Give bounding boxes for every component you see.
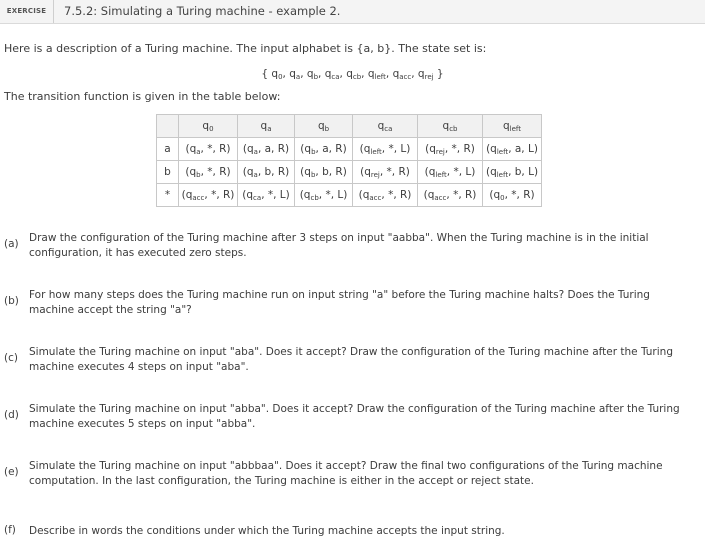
- row-symbol: b: [157, 161, 179, 184]
- transition-cell: ($q_b$, a, R): [295, 138, 353, 161]
- transition-cell: ($q_a$, *, R): [179, 138, 238, 161]
- cell-state: $q_{rej}$: [429, 143, 445, 156]
- cell-state: $q_{acc}$: [185, 189, 205, 202]
- column-state-qleft: $q_{left}$: [502, 120, 521, 133]
- question-text: Describe in words the conditions under which the Turing machine accepts the input string.: [29, 525, 505, 537]
- transition-intro: The transition function is given in the table below:: [4, 90, 281, 103]
- column-header-qa: [238, 115, 295, 138]
- table-row: [157, 138, 542, 161]
- transition-cell: ($q_{cb}$, *, L): [295, 184, 353, 207]
- cell-state: $q_{rej}$: [364, 166, 380, 179]
- transition-cell: ($q_{left}$, *, L): [353, 138, 418, 161]
- transition-cell: ($q_{ca}$, *, L): [238, 184, 295, 207]
- transition-table: [156, 114, 542, 207]
- state-rej: $q_{rej}$: [417, 68, 434, 81]
- cell-state: $q_{left}$: [363, 143, 382, 156]
- state-0: $q_0$: [271, 68, 283, 81]
- intro-text: Here is a description of a Turing machine. The input alphabet is {a, b}. The state set is:: [4, 42, 487, 55]
- column-header-qca: [353, 115, 418, 138]
- cell-state: $q_{left}$: [428, 166, 447, 179]
- question-label: (d): [4, 409, 19, 421]
- exercise-badge: EXERCISE: [0, 0, 54, 23]
- exercise-title: 7.5.2: Simulating a Turing machine - example 2.: [64, 4, 341, 18]
- transition-cell: ($q_b$, *, R): [179, 161, 238, 184]
- column-header-qcb: [418, 115, 483, 138]
- state-acc: $q_{acc}$: [392, 68, 412, 81]
- table-header-row: [157, 115, 542, 138]
- transition-cell: ($q_0$, *, R): [483, 184, 542, 207]
- table-corner: [157, 115, 179, 138]
- cell-state: $q_{cb}$: [303, 189, 319, 202]
- column-header-q0: [179, 115, 238, 138]
- question-text: Simulate the Turing machine on input "aba". Does it accept? Draw the configuration of the Turing machine after the Turing machine executes 4 steps on input "aba".: [29, 346, 673, 373]
- cell-state: $q_{ca}$: [246, 189, 262, 202]
- question-label: (b): [4, 295, 19, 307]
- transition-cell: ($q_{left}$, b, L): [483, 161, 542, 184]
- column-state-qa: $q_a$: [260, 120, 272, 133]
- column-state-q0: $q_0$: [202, 120, 214, 133]
- cell-state: $q_{left}$: [490, 143, 509, 156]
- cell-state: $q_{left}$: [490, 166, 509, 179]
- state-left: $q_{left}$: [367, 68, 386, 81]
- transition-cell: ($q_{acc}$, *, R): [353, 184, 418, 207]
- column-state-qca: $q_{ca}$: [377, 120, 393, 133]
- question-text: Draw the configuration of the Turing machine after 3 steps on input "aabba". When the Turing machine is in the initial configuration, it has executed zero steps.: [29, 232, 649, 259]
- transition-cell: ($q_a$, b, R): [238, 161, 295, 184]
- state-b: $q_b$: [306, 68, 319, 81]
- question-text: For how many steps does the Turing machine run on input string "a" before the Turing machine halts? Does the Turing machine accept the string "a"?: [29, 289, 650, 316]
- transition-cell: ($q_{rej}$, *, R): [353, 161, 418, 184]
- cell-state: $q_a$: [246, 143, 258, 156]
- exercise-header: [0, 0, 705, 24]
- column-header-qb: [295, 115, 353, 138]
- column-state-qcb: $q_{cb}$: [442, 120, 458, 133]
- cell-state: $q_b$: [189, 166, 201, 179]
- transition-cell: ($q_{acc}$, *, R): [179, 184, 238, 207]
- question-text: Simulate the Turing machine on input "abba". Does it accept? Draw the configuration of the Turing machine after the Turing machine executes 5 steps on input "abba".: [29, 403, 680, 430]
- question-text: Simulate the Turing machine on input "abbbaa". Does it accept? Draw the final two configurations of the Turing machine computation. In the last configuration, the Turing machine is either in the accept or reject state.: [29, 460, 663, 487]
- cell-state: $q_{acc}$: [427, 189, 447, 202]
- state-ca: $q_{ca}$: [324, 68, 340, 81]
- table-row: [157, 161, 542, 184]
- state-cb: $q_{cb}$: [346, 68, 362, 81]
- cell-state: $q_a$: [189, 143, 201, 156]
- cell-state: $q_b$: [304, 143, 316, 156]
- cell-state: $q_0$: [493, 189, 505, 202]
- transition-cell: ($q_{left}$, *, L): [418, 161, 483, 184]
- question-label: (a): [4, 238, 19, 250]
- state-a: $q_a$: [289, 68, 301, 81]
- cell-state: $q_b$: [304, 166, 316, 179]
- cell-state: $q_{acc}$: [362, 189, 382, 202]
- table-body: [157, 138, 542, 207]
- transition-cell: ($q_{rej}$, *, R): [418, 138, 483, 161]
- state-list: $q_0$, $q_a$, $q_b$, $q_{ca}$, $q_{cb}$, $q_{left}$, $q_{acc}$, $q_{rej}$: [271, 68, 434, 81]
- question-label: (c): [4, 352, 18, 364]
- column-header-qleft: [483, 115, 542, 138]
- row-symbol: *: [157, 184, 179, 207]
- row-symbol: a: [157, 138, 179, 161]
- state-set: { $q_0$, $q_a$, $q_b$, $q_{ca}$, $q_{cb}$, $q_{left}$, $q_{acc}$, $q_{rej}$ }: [261, 68, 444, 81]
- cell-state: $q_a$: [246, 166, 258, 179]
- transition-cell: ($q_b$, b, R): [295, 161, 353, 184]
- transition-cell: ($q_{acc}$, *, R): [418, 184, 483, 207]
- question-label: (f): [4, 524, 16, 536]
- transition-cell: ($q_a$, a, R): [238, 138, 295, 161]
- column-state-qb: $q_b$: [317, 120, 330, 133]
- question-label: (e): [4, 466, 19, 478]
- table-row: [157, 184, 542, 207]
- transition-cell: ($q_{left}$, a, L): [483, 138, 542, 161]
